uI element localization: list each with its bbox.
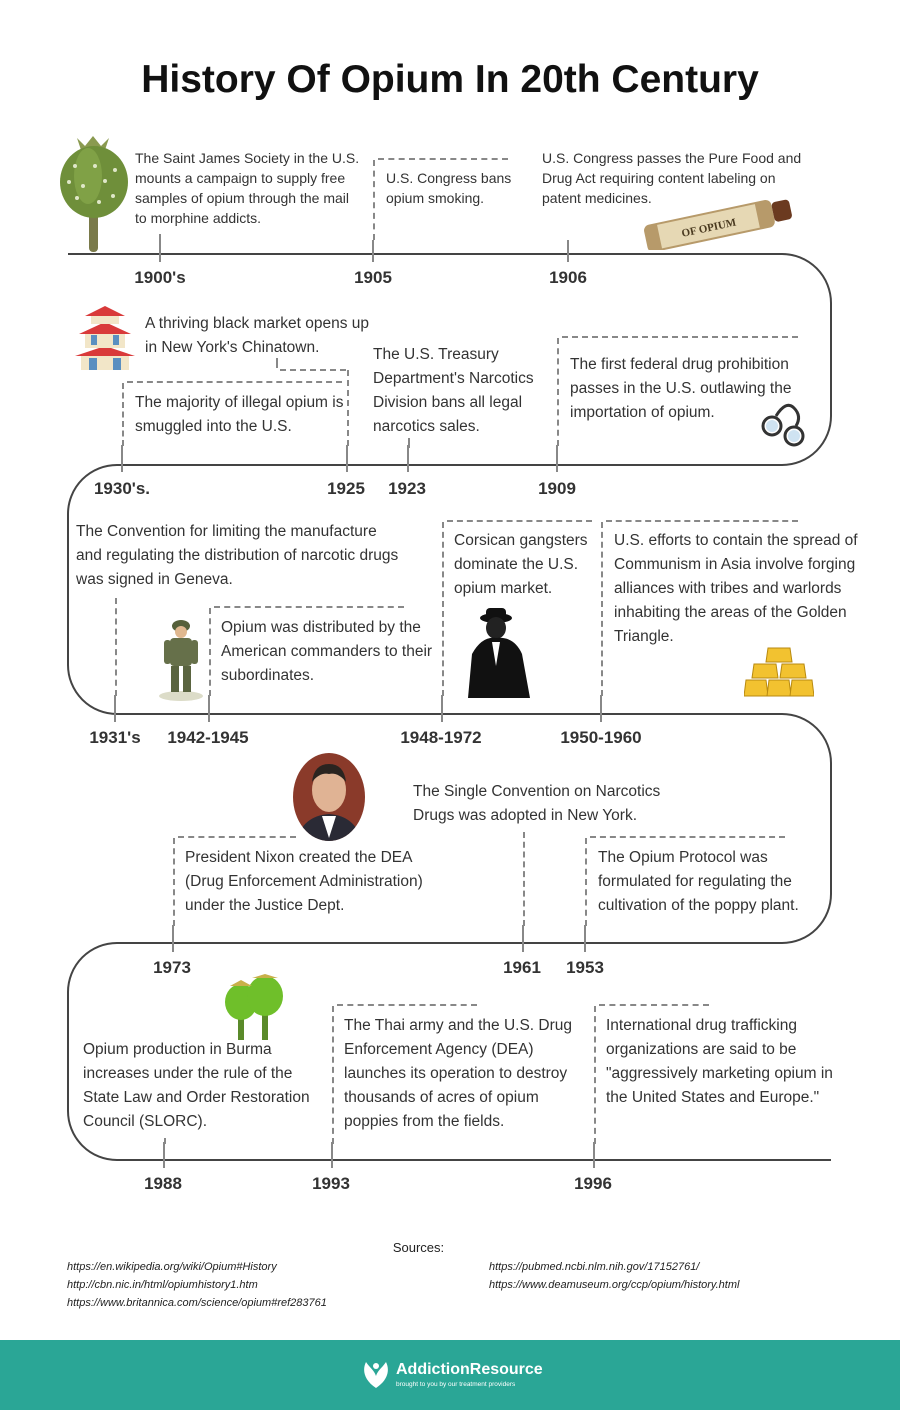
event-1906-text: U.S. Congress passes the Pure Food and Drug Act requiring content labeling on patent medicines. xyxy=(542,150,802,206)
pagoda-icon xyxy=(75,306,135,372)
connector-1930-top xyxy=(127,381,342,383)
poppy-pod-icon xyxy=(55,136,135,256)
event-1948-text: Corsican gangsters dominate the U.S. opium market. xyxy=(454,532,588,597)
event-1961-text: The Single Convention on Narcotics Drugs was adopted in New York. xyxy=(413,783,661,824)
year-1909: 1909 xyxy=(538,479,576,498)
year-1906: 1906 xyxy=(549,268,587,287)
nixon-portrait-icon xyxy=(292,752,366,842)
event-1973-text: President Nixon created the DEA (Drug Enforcement Administration) under the Justice Dept. xyxy=(185,849,423,914)
handcuffs-icon xyxy=(760,398,808,448)
year-1996: 1996 xyxy=(574,1174,612,1193)
year-1950-1960: 1950-1960 xyxy=(560,728,642,747)
year-1942-1945: 1942-1945 xyxy=(167,728,249,747)
event-1925-text: A thriving black market opens up in New York's Chinatown. xyxy=(145,315,370,356)
event-1900s-text: The Saint James Society in the U.S. mounts a campaign to supply free samples of opium through the mail to morphine addicts. xyxy=(135,150,360,226)
year-1948-1972: 1948-1972 xyxy=(400,728,482,747)
year-1953: 1953 xyxy=(566,958,604,977)
event-1930s-text: The majority of illegal opium is smuggled into the U.S. xyxy=(135,394,344,435)
page-title: History Of Opium In 20th Century xyxy=(141,58,759,101)
gangster-icon xyxy=(462,606,532,698)
connector-1961 xyxy=(523,832,525,926)
connector-1909-top xyxy=(562,336,798,338)
year-1930s: 1930's. xyxy=(93,479,151,498)
year-1973: 1973 xyxy=(153,958,191,977)
connector-1973 xyxy=(173,838,175,926)
footer-tagline: brought to you by our treatment providers xyxy=(396,1381,516,1388)
poppy-pods-icon xyxy=(218,974,288,1040)
connector-1931 xyxy=(115,598,117,696)
event-1996-text: International drug trafficking organizations are said to be "aggressively marketing opium in the United States and Europe." xyxy=(606,1017,833,1106)
event-1993-text: The Thai army and the U.S. Drug Enforcement Agency (DEA) launches its operation to destroy thousands of acres of opium poppies from the fields. xyxy=(344,1017,573,1130)
connector-1950-top xyxy=(606,520,798,522)
connector-1996 xyxy=(594,1006,596,1144)
event-1953-text: The Opium Protocol was formulated for regulating the cultivation of the poppy plant. xyxy=(598,849,799,914)
year-1988: 1988 xyxy=(144,1174,182,1193)
year-1905: 1905 xyxy=(354,268,392,287)
source-link[interactable]: https://www.britannica.com/science/opium#ref283761 xyxy=(67,1297,327,1309)
year-1923: 1923 xyxy=(388,479,426,498)
connector-1950 xyxy=(601,522,603,696)
sources-title: Sources: xyxy=(392,1240,445,1255)
source-link[interactable]: http://cbn.nic.in/html/opiumhistory1.htm xyxy=(67,1279,258,1291)
source-link[interactable]: https://en.wikipedia.org/wiki/Opium#History xyxy=(67,1261,277,1273)
year-1993: 1993 xyxy=(312,1174,350,1193)
connector-1988 xyxy=(164,1138,166,1144)
bottle-label: OF OPIUM xyxy=(680,216,738,240)
connector-1948-top xyxy=(447,520,592,522)
gold-bars-icon xyxy=(744,646,814,698)
connector-1942-top xyxy=(214,606,404,608)
event-1950-text: U.S. efforts to contain the spread of Communism in Asia involve forging alliances with tribes and warlords inhabiting the areas of the Golden Triangle. xyxy=(614,532,858,645)
connector-1905-top xyxy=(378,158,508,160)
connector-1993 xyxy=(332,1006,334,1144)
event-1905-text: U.S. Congress bans opium smoking. xyxy=(386,170,512,206)
source-link[interactable]: https://pubmed.ncbi.nlm.nih.gov/17152761/ xyxy=(489,1261,700,1273)
connector-1953-top xyxy=(590,836,785,838)
addiction-resource-logo-icon xyxy=(360,1358,392,1390)
year-1931s: 1931's xyxy=(89,728,141,747)
event-1931s-text: The Convention for limiting the manufacture and regulating the distribution of narcotic drugs was signed in Geneva. xyxy=(76,523,399,588)
connector-1996-top xyxy=(599,1004,709,1006)
footer-brand[interactable]: AddictionResource xyxy=(396,1361,543,1378)
connector-1925 xyxy=(347,370,349,446)
event-1909-text: The first federal drug prohibition passes in the U.S. outlawing the importation of opium. xyxy=(570,356,792,421)
event-1942-text: Opium was distributed by the American commanders to their subordinates. xyxy=(221,619,433,684)
connector-1905 xyxy=(373,160,375,240)
year-1925: 1925 xyxy=(327,479,365,498)
connector-1942 xyxy=(209,608,211,696)
connector-1923 xyxy=(408,438,410,448)
event-1988-text: Opium production in Burma increases under the rule of the State Law and Order Restoration Council (SLORC). xyxy=(83,1041,310,1130)
soldier-icon xyxy=(155,618,207,702)
connector-1973-top xyxy=(178,836,296,838)
year-1961: 1961 xyxy=(503,958,541,977)
connector-1909 xyxy=(557,338,559,446)
year-1900s: 1900's xyxy=(134,268,186,287)
source-link[interactable]: https://www.deamuseum.org/ccp/opium/history.html xyxy=(489,1279,740,1291)
connector-1993-top xyxy=(337,1004,477,1006)
connector-1948 xyxy=(442,522,444,696)
connector-1930 xyxy=(122,383,124,446)
connector-1953 xyxy=(585,838,587,926)
connector-1925-top xyxy=(280,369,346,371)
event-1923-text: The U.S. Treasury Department's Narcotics Division bans all legal narcotics sales. xyxy=(373,346,534,435)
opium-bottle-icon xyxy=(640,196,798,250)
